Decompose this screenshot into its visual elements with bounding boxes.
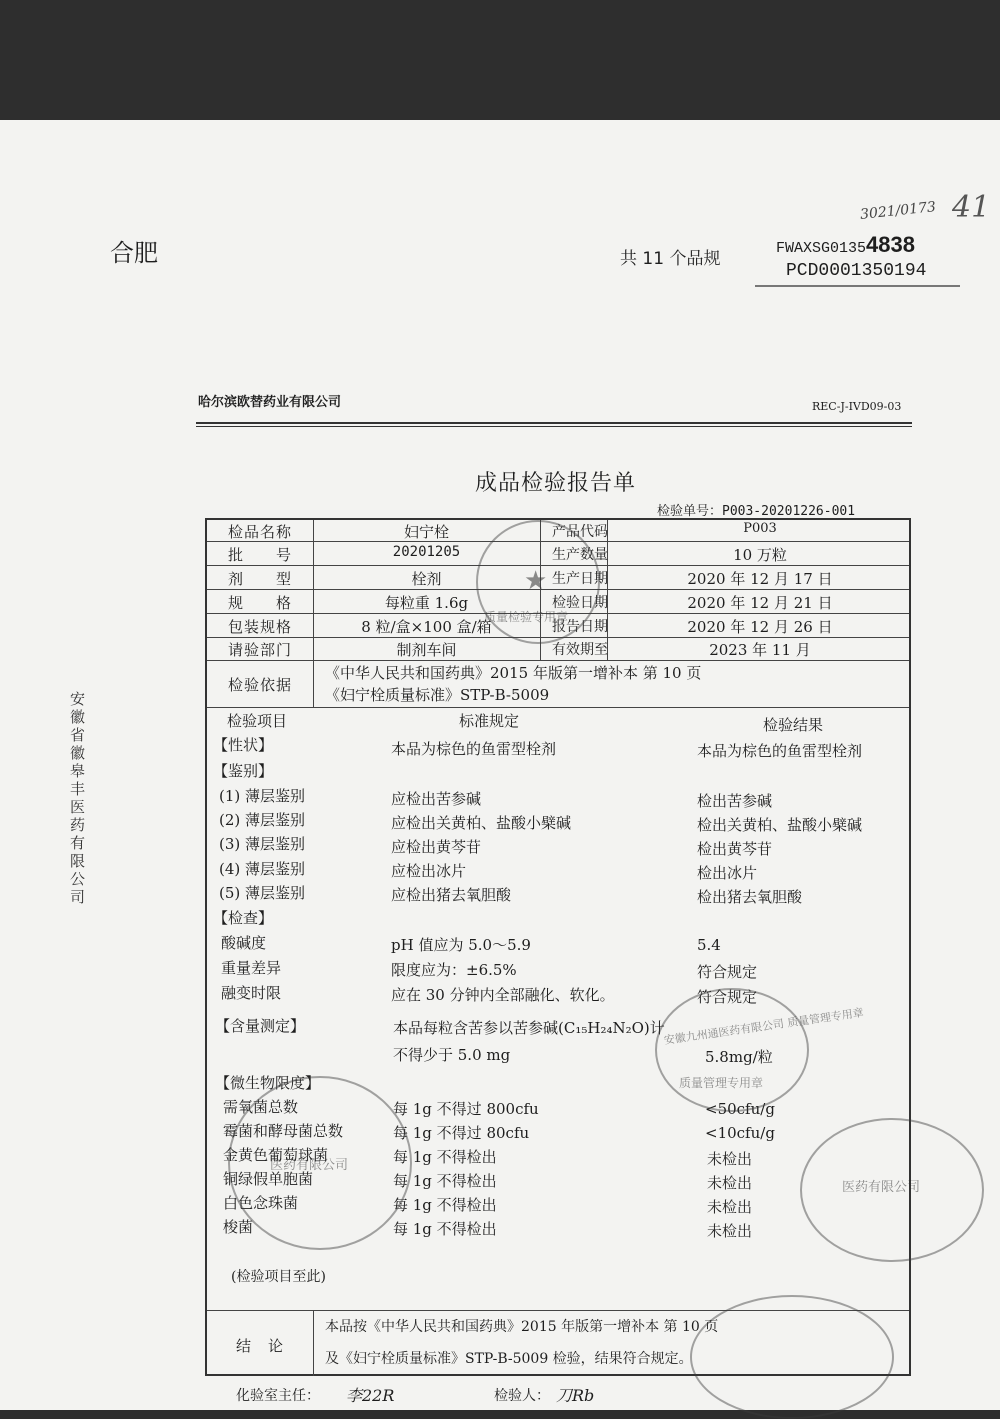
ident-standard: 应检出冰片 [391, 862, 467, 880]
test-item: 融变时限 [221, 984, 282, 1002]
test-standard: pH 值应为 5.0～5.9 [391, 936, 531, 954]
header-rule [196, 422, 912, 424]
ident-item: (3) 薄层鉴别 [219, 835, 306, 853]
quantity: 10 万粒 [733, 546, 787, 564]
page-mark: 41 [952, 190, 991, 225]
ident-result: 检出关黄柏、盐酸小檗碱 [697, 816, 863, 834]
test-date: 2020 年 12 月 21 日 [687, 594, 833, 612]
section-microbial: 【微生物限度】 [215, 1074, 321, 1092]
appearance-standard: 本品为棕色的鱼雷型栓剂 [391, 740, 557, 758]
code-underline [755, 285, 960, 287]
assay-standard-1: 本品每粒含苦参以苦参碱(C₁₅H₂₄N₂O)计 [393, 1019, 665, 1037]
conclusion-line-1: 本品按《中华人民共和国药典》2015 年版第一增补本 第 10 页 [325, 1319, 719, 1335]
star-icon: ★ [524, 566, 548, 596]
report-date: 2020 年 12 月 26 日 [687, 618, 833, 636]
conclusion-label: 结 论 [235, 1337, 284, 1355]
test-item: 重量差异 [221, 959, 282, 977]
section-appearance: 【性状】 [213, 736, 274, 754]
third-party-seal [800, 1118, 984, 1262]
label-product-code: 产品代码 [552, 524, 608, 540]
micro-result: 未检出 [707, 1222, 753, 1240]
report-title: 成品检验报告单 [475, 471, 637, 496]
side-stamp-text: 安徽省徽皋丰医药有限公司 [70, 690, 86, 906]
section-tests: 【检查】 [213, 909, 274, 927]
qm-seal-text-2: 质量管理专用章 [679, 1076, 764, 1090]
section-assay: 【含量测定】 [215, 1017, 306, 1035]
micro-standard: 每 1g 不得检出 [393, 1196, 497, 1214]
micro-result: 未检出 [707, 1174, 753, 1192]
dosage-form: 栓剂 [411, 570, 442, 588]
test-result: 符合规定 [697, 963, 758, 981]
micro-result: 未检出 [707, 1198, 753, 1216]
qm-seal-text: 安徽九州通医药有限公司 质量管理专用章 [663, 1006, 865, 1047]
label-report-date: 报告日期 [552, 619, 608, 635]
assay-result: 5.8mg/粒 [705, 1048, 773, 1066]
end-note: (检验项目至此) [231, 1269, 326, 1285]
ident-standard: 应检出关黄柏、盐酸小檗碱 [391, 814, 572, 832]
company-seal [228, 1076, 412, 1250]
label-batch: 批 号 [227, 546, 292, 564]
bottom-seal [690, 1295, 894, 1419]
code1-prefix: FWAXSG0135 [776, 240, 867, 257]
ident-item: (2) 薄层鉴别 [219, 811, 306, 829]
appearance-result: 本品为棕色的鱼雷型栓剂 [697, 742, 863, 760]
micro-item: 需氧菌总数 [223, 1098, 299, 1116]
test-result: 符合规定 [697, 988, 758, 1006]
micro-item: 铜绿假单胞菌 [223, 1170, 314, 1188]
specification: 每粒重 1.6g [384, 594, 469, 612]
ident-standard: 应检出猪去氧胆酸 [391, 886, 512, 904]
qa-seal-text: 质量检验专用章 [484, 610, 569, 624]
basis-line-1: 《中华人民共和国药典》2015 年版第一增补本 第 10 页 [325, 664, 702, 682]
col-header-standard: 标准规定 [459, 712, 520, 730]
label-pack: 包装规格 [227, 618, 292, 636]
handwritten-note: 3021/0173 [859, 199, 937, 223]
document-code-2: PCD0001350194 [786, 261, 927, 281]
row-divider [207, 707, 909, 708]
basis-line-2: 《妇宁栓质量标准》STP-B-5009 [325, 686, 550, 704]
micro-standard: 每 1g 不得检出 [393, 1148, 497, 1166]
micro-standard: 每 1g 不得检出 [393, 1172, 497, 1190]
form-number: REC-J-IVD09-03 [812, 400, 902, 413]
test-standard: 限度应为：±6.5% [391, 961, 517, 979]
micro-item: 金黄色葡萄球菌 [223, 1146, 329, 1164]
label-quantity: 生产数量 [552, 547, 608, 563]
label-expiry: 有效期至 [552, 642, 608, 658]
label-test-date: 检验日期 [552, 595, 608, 611]
batch-number: 20201205 [392, 544, 461, 560]
test-item: 酸碱度 [221, 934, 267, 952]
qa-seal [476, 520, 600, 644]
micro-item: 白色念珠菌 [223, 1194, 299, 1212]
ident-item: (4) 薄层鉴别 [219, 860, 306, 878]
quality-management-seal [655, 988, 865, 1112]
ident-item: (5) 薄层鉴别 [219, 884, 306, 902]
micro-result: <50cfu/g [705, 1100, 775, 1118]
product-count: 共 11 个品规 [620, 249, 721, 269]
label-basis: 检验依据 [227, 676, 292, 694]
company-seal-text: 医药有限公司 [270, 1158, 349, 1173]
header-rule-thin [196, 426, 912, 427]
col-divider [313, 1310, 314, 1376]
label-product-name: 检品名称 [227, 523, 292, 541]
product-code: P003 [743, 521, 777, 536]
ident-item: (1) 薄层鉴别 [219, 787, 306, 805]
product-name: 妇宁栓 [403, 523, 449, 541]
inspector-signature: 刀Rb [556, 1386, 595, 1405]
production-date: 2020 年 12 月 17 日 [687, 570, 833, 588]
ident-standard: 应检出苦参碱 [391, 790, 482, 808]
document-code-1 [776, 232, 915, 258]
micro-standard: 每 1g 不得过 800cfu [393, 1100, 539, 1118]
expiry-date: 2023 年 11 月 [709, 641, 811, 659]
label-prod-date: 生产日期 [552, 571, 608, 587]
code1-suffix: 4838 [866, 232, 915, 257]
label-dept: 请验部门 [227, 641, 292, 659]
conclusion-line-2: 及《妇宁栓质量标准》STP-B-5009 检验，结果符合规定。 [325, 1351, 693, 1367]
supervisor-signature: 李22R [346, 1386, 395, 1405]
test-result: 5.4 [697, 936, 721, 954]
third-party-seal-text: 医药有限公司 [842, 1180, 921, 1195]
label-form: 剂 型 [227, 570, 292, 588]
report-number: 检验单号：P003-20201226-001 [657, 504, 856, 519]
micro-standard: 每 1g 不得过 80cfu [393, 1124, 530, 1142]
city-label: 合肥 [110, 239, 158, 267]
micro-result: 未检出 [707, 1150, 753, 1168]
col-header-item: 检验项目 [227, 712, 288, 730]
company-name: 哈尔滨欧替药业有限公司 [198, 395, 342, 410]
supervisor-label: 化验室主任： [236, 1388, 320, 1404]
test-standard: 应在 30 分钟内全部融化、软化。 [391, 986, 615, 1004]
department: 制剂车间 [396, 641, 457, 659]
micro-item: 霉菌和酵母菌总数 [223, 1122, 344, 1140]
micro-result: <10cfu/g [705, 1124, 775, 1142]
inspector-label: 检验人： [494, 1388, 550, 1404]
ident-standard: 应检出黄芩苷 [391, 838, 482, 856]
micro-standard: 每 1g 不得检出 [393, 1220, 497, 1238]
ident-result: 检出黄芩苷 [697, 840, 773, 858]
ident-result: 检出猪去氧胆酸 [697, 888, 803, 906]
assay-standard-2: 不得少于 5.0 mg [393, 1046, 511, 1064]
micro-item: 梭菌 [223, 1218, 254, 1236]
label-spec: 规 格 [227, 594, 292, 612]
ident-result: 检出冰片 [697, 864, 758, 882]
package-spec: 8 粒/盒×100 盒/箱 [361, 618, 492, 636]
ident-result: 检出苦参碱 [697, 792, 773, 810]
col-header-result: 检验结果 [763, 716, 824, 734]
section-identification: 【鉴别】 [213, 762, 274, 780]
